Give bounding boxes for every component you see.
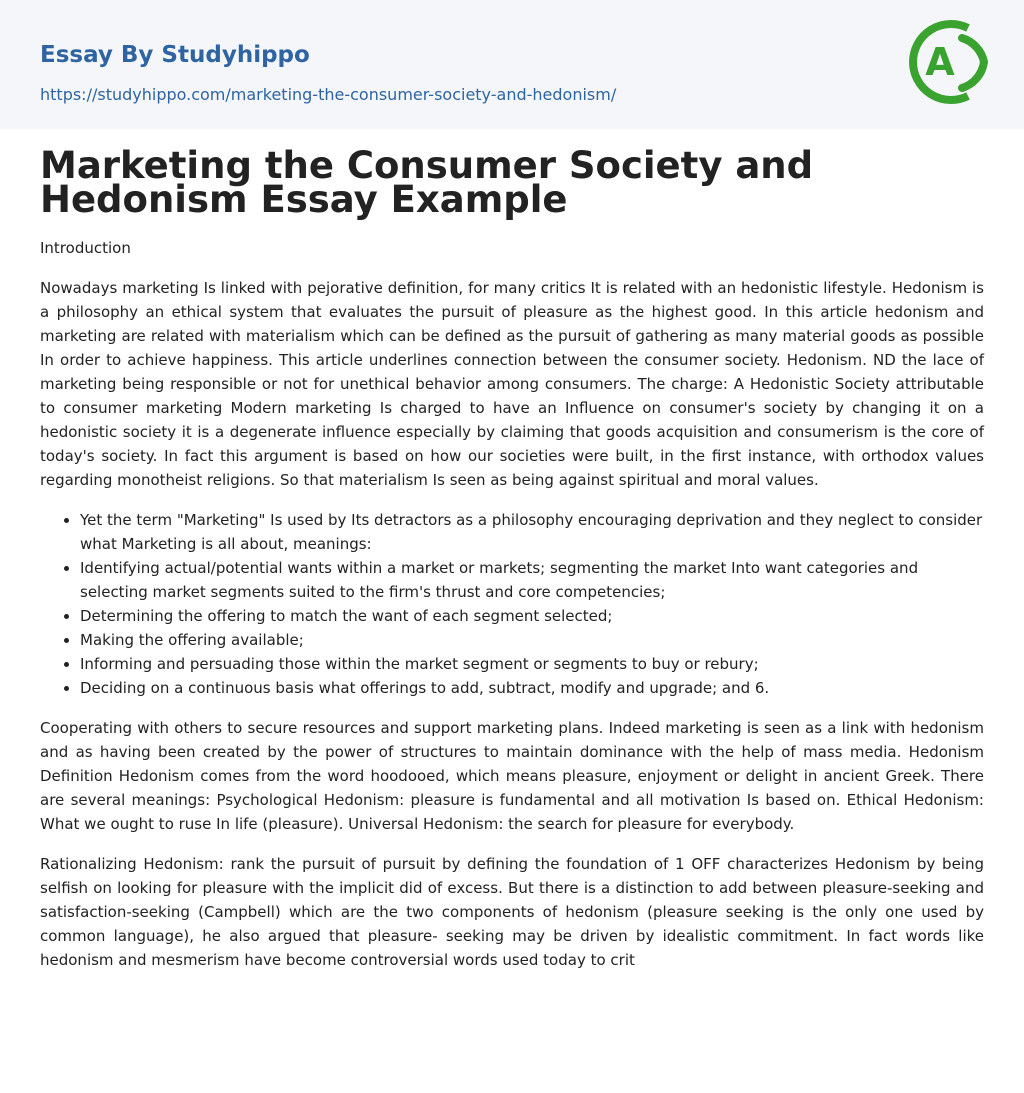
site-header	[0, 0, 1024, 129]
section-label-introduction: Introduction	[40, 239, 131, 257]
studyhippo-logo-icon[interactable]	[904, 18, 988, 106]
list-item: • Informing and persuading those within the market segment or segments to buy or rebury;	[80, 652, 984, 676]
list-item: • Yet the term "Marketing" Is used by Its detractors as a philosophy encouraging deprivation and they neglect to consider what Marketing is all about, meanings:	[80, 508, 984, 556]
list-item: • Determining the offering to match the want of each segment selected;	[80, 604, 984, 628]
paragraph-2: Cooperating with others to secure resources and support marketing plans. Indeed marketing is seen as a link with hedonism and as having been created by the power of structures to maintain dominance with the help of mass media. Hedonism Definition Hedonism comes from the word hoodooed, which means pleasure, enjoyment or delight in ancient Greek. There are several meanings: Psychological Hedonism: pleasure is fundamental and all motivation Is based on. Ethical Hedonism: What we ought to ruse In life (pleasure). Universal Hedonism: the search for pleasure for everybody.	[40, 719, 984, 833]
article-title: Marketing the Consumer Society and Hedonism Essay Example	[40, 144, 814, 221]
site-brand[interactable]: Essay By Studyhippo	[40, 42, 310, 68]
paragraph-3: Rationalizing Hedonism: rank the pursuit of pursuit by defining the foundation of 1 OFF characterizes Hedonism by being selfish on looking for pleasure with the implicit did of excess. But there is a distinction to add between pleasure-seeking and satisfaction-seeking (Campbell) which are the two components of hedonism (pleasure seeking is the only one used by common language), he also argued that pleasure- seeking may be driven by idealistic commitment. In fact words like hedonism and mesmerism have become controversial words used today to crit	[40, 855, 984, 969]
source-url-link[interactable]: https://studyhippo.com/marketing-the-consumer-society-and-hedonism/	[40, 85, 617, 104]
paragraph-1: Nowadays marketing Is linked with pejorative definition, for many critics It is related with an hedonistic lifestyle. Hedonism is a philosophy an ethical system that evaluates the pursuit of pleasure as the highest good. In this article hedonism and marketing are related with materialism which can be defined as the pursuit of gathering as many material goods as possible In order to achieve happiness. This article underlines connection between the consumer society. Hedonism. ND the lace of marketing being responsible or not for unethical behavior among consumers. The charge: A Hedonistic Society attributable to consumer marketing Modern marketing Is charged to have an Influence on consumer's society by changing it on a hedonistic society it is a degenerate influence especially by claiming that goods acquisition and consumerism is the core of today's society. In fact this argument is based on how our societies were built, in the first instance, with orthodox values regarding monotheist religions. So that materialism Is seen as being against spiritual and moral values.	[40, 279, 984, 489]
list-item: • Deciding on a continuous basis what offerings to add, subtract, modify and upgrade; and 6.	[80, 676, 984, 700]
article-body	[0, 129, 1024, 972]
logo-letter: A	[925, 40, 955, 84]
list-item: • Making the offering available;	[80, 628, 984, 652]
marketing-meanings-list	[40, 508, 984, 700]
list-item: • Identifying actual/potential wants within a market or markets; segmenting the market Into want categories and selecting market segments suited to the firm's thrust and core competencies;	[80, 556, 984, 604]
